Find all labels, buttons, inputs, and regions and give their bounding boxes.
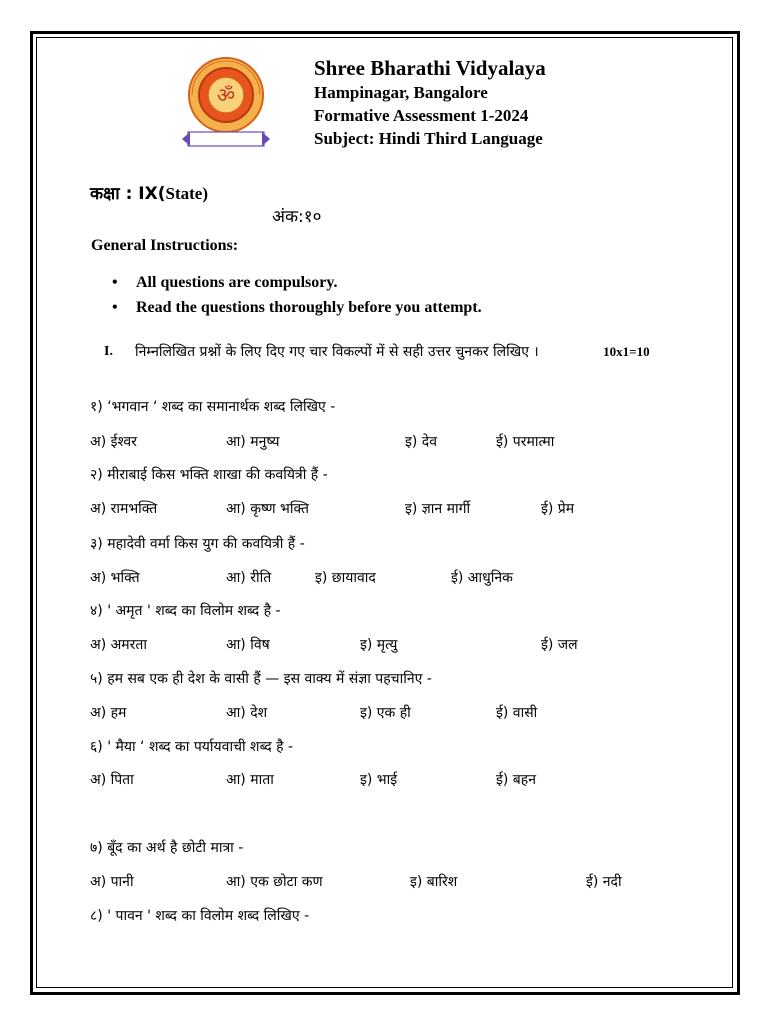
option: अ) रामभक्ति [90,501,158,517]
question-2: २) मीराबाई किस भक्ति शाखा की कवयित्री हैं - [90,467,328,483]
question-6: ६) ' मैया ‘ शब्द का पर्यायवाची शब्द है - [90,739,294,755]
instructions-title: General Instructions: [91,237,239,254]
option: इ) भाई [360,772,398,788]
section-score: 10x1=10 [603,344,650,359]
option: ई) आधुनिक [451,570,513,586]
school-address: Hampinagar, Bangalore [314,83,488,102]
option: ई) परमात्मा [496,434,555,450]
school-logo [178,52,274,150]
class-board: State) [165,184,208,203]
school-name: Shree Bharathi Vidyalaya [314,56,546,80]
bullet-icon: • [112,274,118,291]
section-number: I. [104,344,113,359]
question-3: ३) महादेवी वर्मा किस युग की कवयित्री हैं - [90,536,305,552]
option: अ) पानी [90,874,134,890]
option: अ) पिता [90,772,134,788]
option: इ) मृत्यु [360,637,398,653]
question-4: ४) ' अमृत ' शब्द का विलोम शब्द है - [90,603,281,619]
class-value: IX( [138,184,166,204]
option: इ) बारिश [410,874,458,890]
option: आ) एक छोटा कण [226,874,323,890]
class-label: कक्षा : [90,184,139,204]
option: आ) मनुष्य [226,434,280,450]
option: आ) माता [226,772,274,788]
option: आ) रीति [226,570,272,586]
instruction-item: • Read the questions thoroughly before you attempt. [112,295,482,320]
question-8: ८) ' पावन ' शब्द का विलोम शब्द लिखिए - [90,908,310,924]
option: आ) देश [226,705,268,721]
marks-line: अंक:१० [272,207,322,227]
option: आ) विष [226,637,270,653]
school-heading [314,55,546,150]
logo-emblem [189,58,263,132]
option: ई) नदी [586,874,622,890]
option: ई) वासी [496,705,538,721]
section-instruction [135,341,695,363]
option: ई) बहन [496,772,536,788]
option: ई) प्रेम [541,501,575,517]
option: इ) ज्ञान मार्गी [405,501,471,517]
logo-banner [188,132,264,146]
option: अ) ईश्वर [90,434,137,450]
instructions-list [112,270,482,320]
option: इ) एक ही [360,705,411,721]
question-5: ५) हम सब एक ही देश के वासी हैं — इस वाक्य में संज्ञा पहचानिए - [90,671,432,687]
option: इ) देव [405,434,438,450]
subject-line: Subject: Hindi Third Language [314,129,543,148]
option: अ) भक्ति [90,570,140,586]
option: ई) जल [541,637,578,653]
assessment-title: Formative Assessment 1-2024 [314,106,529,125]
option: आ) कृष्ण भक्ति [226,501,310,517]
instruction-item: • All questions are compulsory. [112,270,482,295]
section-text: निम्नलिखित प्रश्नों के लिए दिए गए चार विकल्पों में से सही उत्तर चुनकर लिखिए । [135,344,539,360]
svg-text:ॐ: ॐ [216,83,236,107]
question-1: १) ‘भगवान ‘ शब्द का समानार्थक शब्द लिखिए - [90,399,336,415]
class-line [90,181,208,204]
bullet-icon: • [112,299,118,316]
option: इ) छायावाद [315,570,376,586]
option: अ) हम [90,705,127,721]
option: अ) अमरता [90,637,148,653]
question-7: ७) बूँद का अर्थ है छोटी मात्रा - [90,840,244,856]
